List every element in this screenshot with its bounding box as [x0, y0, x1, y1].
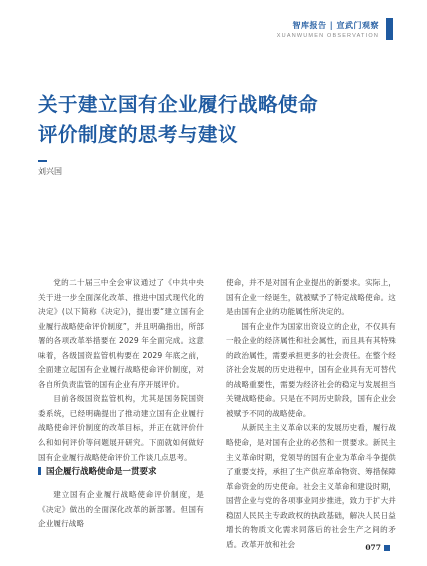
left-paragraph-2: 目前各级国资监管机构，尤其是国务院国资委系统，已经明确提出了推动建立国有企业履行战略使命评价制度的改革目标，并正在就评价什么和如何评价等问题展开研究。下面就如何做好国有企业履行战略使命评价工作谈几点思考。 — [38, 394, 204, 462]
page-number-marker — [384, 545, 390, 551]
right-paragraph-2: 国有企业作为国家出资设立的企业，不仅具有一般企业的经济属性和社会属性，而且具有其特殊的政治属性，需要承担更多的社会责任。在整个经济社会发展的历史进程中，国有企业具有无可替代的战略重要性，需要为经济社会的稳定与发展担当关键战略使命。只是在不同历史阶段，国有企业会被赋予不同的战略使命。 — [226, 321, 396, 418]
right-column — [226, 276, 396, 552]
journal-header — [277, 20, 379, 39]
left-column — [38, 276, 204, 465]
left-paragraph-3: 建立国有企业履行战略使命评价制度，是《决定》做出的全面深化改革的新部署。但国有企业履行战略 — [38, 490, 204, 529]
right-paragraph-1: 使命，并不是对国有企业提出的新要求。实际上，国有企业一经诞生，就被赋予了特定战略使命。这是由国有企业的功能属性所决定的。 — [226, 278, 396, 317]
article-title-line-2: 评价制度的思考与建议 — [38, 123, 239, 146]
journal-column-subtitle: XUANWUMEN OBSERVATION — [276, 33, 379, 39]
page-number — [365, 543, 390, 552]
section-heading-text: 国企履行战略使命是一贯要求 — [46, 467, 157, 477]
article-title-line-1: 关于建立国有企业履行战略使命 — [38, 93, 319, 116]
author-name: 刘兴国 — [38, 167, 62, 176]
left-column-after-heading — [38, 488, 204, 532]
header-accent-bar — [386, 18, 393, 40]
journal-column-title: 智库报告 | 宣武门观察 — [292, 20, 379, 30]
article-title — [38, 90, 378, 150]
page-number-text: 077 — [365, 543, 381, 552]
right-paragraph-3: 从新民主主义革命以来的发展历史看，履行战略使命，是对国有企业的必然和一贯要求。新民主主义革命时期，党领导的国有企业为革命斗争提供了重要支持，承担了生产供应革命物资、筹措保障革命资金的历史使命。社会主义革命和建设时期，国营企业与党的各项事业同步推进，致力于扩大并稳固人民民主专政政权的执政基础，解决人民日益增长的物质文化需求同落后的社会生产之间的矛盾。改革开放和社会 — [226, 423, 396, 549]
author-marker — [38, 160, 47, 162]
left-paragraph-1: 党的二十届三中全会审议通过了《中共中央关于进一步全面深化改革、推进中国式现代化的决定》(以下简称《决定》)，提出要“建立国有企业履行战略使命评价制度”，并且明确指出，所部署的各项改革举措要在 2029 年全面完成。这意味着，各级国资监管机构要在 2029 年底之前，全面建立起国有企业履行战略使命评价制度，对各自所负责监管的国有企业有序开展评价。 — [38, 278, 204, 389]
section-heading — [38, 465, 228, 477]
section-marker — [38, 467, 41, 475]
